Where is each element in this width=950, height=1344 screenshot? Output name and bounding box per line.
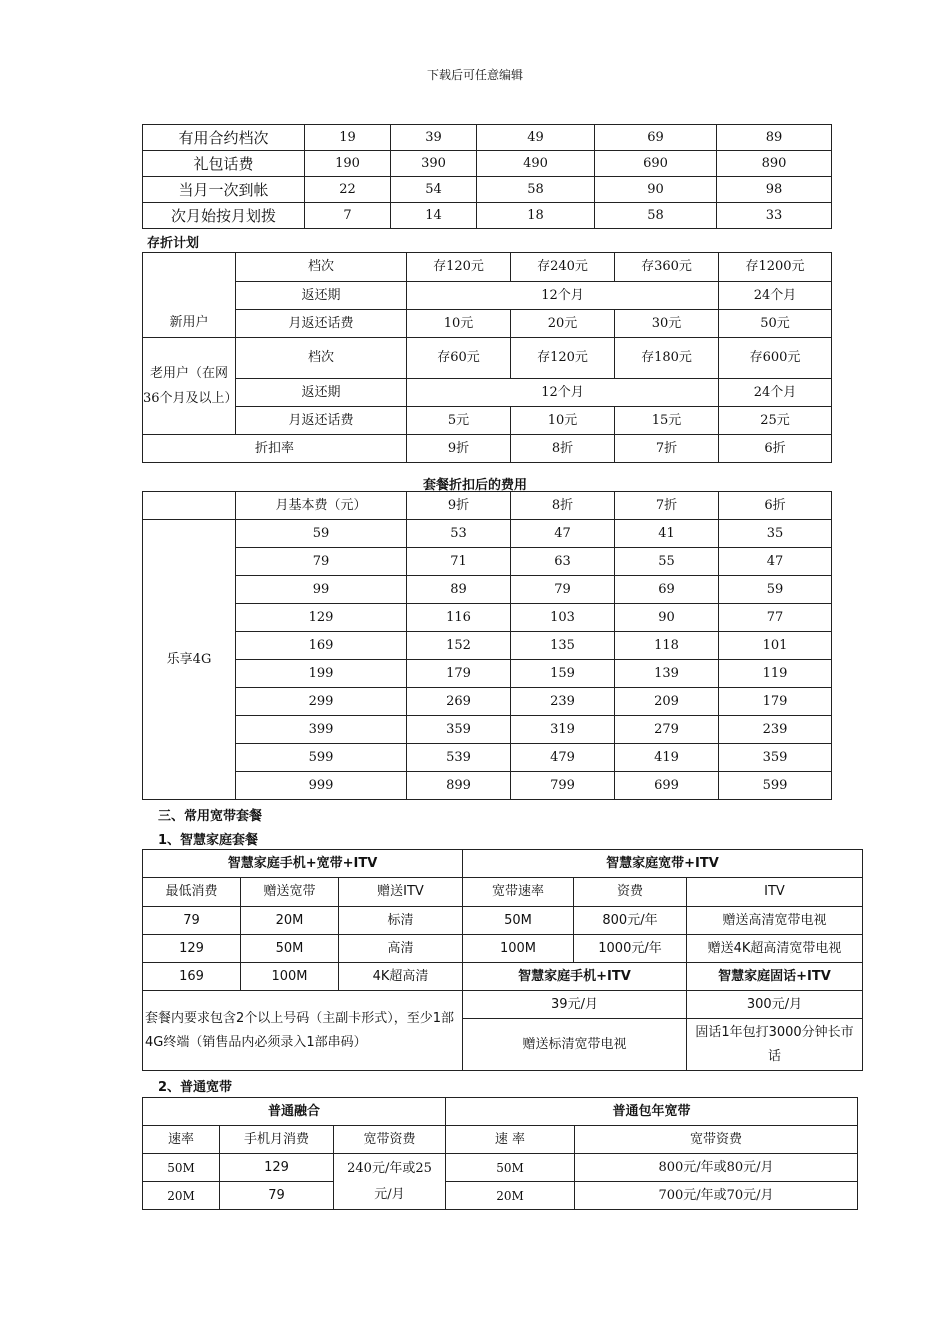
tier-label: 档次 [236,338,407,379]
smart-home-left-title: 智慧家庭手机+宽带+ITV [143,850,463,878]
fee-row [143,576,832,604]
new-monthly-2: 20元 [511,310,615,338]
fee-cell: 169 [236,632,407,660]
fee-row [143,548,832,576]
row-value: 49 [477,125,595,151]
fee-cell: 71 [407,548,511,576]
section-3-2-title: 2、普通宽带 [158,1080,233,1095]
fee-cell: 152 [407,632,511,660]
regular-broadband-table: 普通融合 普通包年宽带 速率 手机月消费 宽带资费 速 率 宽带资费 50M 129 240元/年或25元/月 50M 800元/年或80元/月 20M 79 20M 700元/年或70元/月 [142,1097,858,1210]
new-tier-3: 存360元 [615,253,719,282]
discount-2: 8折 [511,435,615,463]
fee-cell: 79 [236,548,407,576]
fee-cell: 199 [236,660,407,688]
row-value: 39 [391,125,477,151]
fee-cell: 47 [719,548,832,576]
new-tier-4: 存1200元 [719,253,832,282]
sub-a-price: 39元/月 [463,991,687,1019]
head-min-spend: 最低消费 [143,878,241,907]
fee-cell: 239 [719,716,832,744]
old-tier-4: 存600元 [719,338,832,379]
fee-row [143,716,832,744]
new-user-cell [143,253,236,282]
fee-cell: 599 [719,772,832,800]
row-value: 490 [477,151,595,177]
fee-row [143,744,832,772]
regular-right-title: 普通包年宽带 [446,1098,858,1126]
fee-cell: 103 [511,604,615,632]
old-tier-3: 存180元 [615,338,719,379]
fee-cell: 279 [615,716,719,744]
discount-3: 7折 [615,435,719,463]
fee-cell: 135 [511,632,615,660]
sub-b-price: 300元/月 [687,991,863,1019]
fee-cell: 359 [407,716,511,744]
row-label: 礼包话费 [143,151,305,177]
fee-cell: 799 [511,772,615,800]
row-value: 690 [595,151,717,177]
row-value: 14 [391,203,477,229]
row-value: 390 [391,151,477,177]
old-monthly-2: 10元 [511,407,615,435]
fee-cell: 119 [719,660,832,688]
discounted-fee-table [142,491,832,800]
old-monthly-1: 5元 [407,407,511,435]
fee-cell: 179 [407,660,511,688]
fee-cell: 269 [407,688,511,716]
new-tier-1: 存120元 [407,253,511,282]
fee-cell: 359 [719,744,832,772]
sub-a-title: 智慧家庭手机+ITV [463,963,687,991]
fee-row [143,604,832,632]
fee-cell: 59 [236,520,407,548]
new-period-a: 12个月 [407,282,719,310]
fee-row [143,660,832,688]
discount-label: 折扣率 [143,435,407,463]
discounted-fee-title: 套餐折扣后的费用 [422,478,527,493]
head-speed: 宽带速率 [463,878,574,907]
fee-cell: 63 [511,548,615,576]
fee-cell: 479 [511,744,615,772]
contract-row [143,203,832,229]
discount-4: 6折 [719,435,832,463]
old-period-a: 12个月 [407,379,719,407]
row-value: 58 [477,177,595,203]
row-value: 90 [595,177,717,203]
fee-cell: 159 [511,660,615,688]
row-label: 当月一次到帐 [143,177,305,203]
head-gift-itv: 赠送ITV [339,878,463,907]
head-fee: 资费 [574,878,687,907]
fee-cell: 79 [511,576,615,604]
fee-cell: 319 [511,716,615,744]
fee-cell: 899 [407,772,511,800]
fee-cell: 59 [719,576,832,604]
fee-cell: 239 [511,688,615,716]
fee-cell: 999 [236,772,407,800]
new-user-label: 新用户 [143,310,236,338]
row-value: 69 [595,125,717,151]
section-3-title: 三、常用宽带套餐 [158,809,263,824]
group-label: 乐享4G [143,520,236,800]
fee-cell: 77 [719,604,832,632]
fee-cell: 129 [236,604,407,632]
row-value: 890 [717,151,832,177]
fee-cell: 101 [719,632,832,660]
row-value: 22 [305,177,391,203]
row-value: 54 [391,177,477,203]
old-monthly-3: 15元 [615,407,719,435]
fee-row [143,632,832,660]
head-gift-bb: 赠送宽带 [241,878,339,907]
row-value: 58 [595,203,717,229]
head-base-fee: 月基本费（元） [236,492,407,520]
fee-cell: 699 [615,772,719,800]
row-label: 有用合约档次 [143,125,305,151]
old-user-label: 老用户（在网36个月及以上） [143,338,236,435]
shared-fee: 240元/年或25元/月 [334,1154,446,1210]
row-value: 190 [305,151,391,177]
fee-cell: 53 [407,520,511,548]
old-tier-2: 存120元 [511,338,615,379]
fee-cell: 55 [615,548,719,576]
row-value: 7 [305,203,391,229]
package-note: 套餐内要求包含2个以上号码（主副卡形式），至少1部4G终端（销售品内必须录入1部串码） [143,991,463,1071]
discount-1: 9折 [407,435,511,463]
row-label: 次月始按月划拨 [143,203,305,229]
contract-row [143,151,832,177]
fee-cell: 69 [615,576,719,604]
contract-row [143,125,832,151]
period-label: 返还期 [236,379,407,407]
fee-cell: 35 [719,520,832,548]
new-monthly-4: 50元 [719,310,832,338]
fee-cell: 599 [236,744,407,772]
fee-cell: 41 [615,520,719,548]
sub-a-note: 赠送标清宽带电视 [463,1019,687,1071]
old-monthly-4: 25元 [719,407,832,435]
new-period-b: 24个月 [719,282,832,310]
sub-b-note: 固话1年包打3000分钟长市话 [687,1019,863,1071]
fee-cell: 419 [615,744,719,772]
new-monthly-3: 30元 [615,310,719,338]
fee-cell: 179 [719,688,832,716]
old-period-b: 24个月 [719,379,832,407]
fee-cell: 47 [511,520,615,548]
page-header: 下载后可任意编辑 [426,68,523,82]
row-value: 18 [477,203,595,229]
head-7: 7折 [615,492,719,520]
head-itv: ITV [687,878,863,907]
sub-b-title: 智慧家庭固话+ITV [687,963,863,991]
contract-row [143,177,832,203]
head-9: 9折 [407,492,511,520]
fee-row [143,520,832,548]
fee-cell: 139 [615,660,719,688]
fee-cell: 116 [407,604,511,632]
fee-cell: 539 [407,744,511,772]
regular-left-title: 普通融合 [143,1098,446,1126]
fee-cell: 209 [615,688,719,716]
tier-label: 档次 [236,253,407,282]
fee-cell: 118 [615,632,719,660]
old-tier-1: 存60元 [407,338,511,379]
fee-cell: 89 [407,576,511,604]
smart-home-right-title: 智慧家庭宽带+ITV [463,850,863,878]
monthly-label: 月返还话费 [236,407,407,435]
fee-row [143,772,832,800]
deposit-plan-table [142,252,832,463]
head-8: 8折 [511,492,615,520]
fee-row [143,688,832,716]
new-tier-2: 存240元 [511,253,615,282]
new-monthly-1: 10元 [407,310,511,338]
fee-cell: 90 [615,604,719,632]
fee-cell: 299 [236,688,407,716]
row-value: 98 [717,177,832,203]
smart-home-table: 智慧家庭手机+宽带+ITV 智慧家庭宽带+ITV 最低消费 赠送宽带 赠送ITV 宽带速率 资费 ITV 79 20M 标清 50M 800元/年 赠送高清宽带电视 129 50M 高清 100M 1000元/年 赠送4K超高清宽带电视 169 100M 4K超高清 智慧家庭手机+ITV 智慧家庭固话+ITV 套餐内要求包含2个以上号码（主副卡形式），至少1部4G终端（销售品内必须录入1部串码） 39元/月 300元/月 赠送标清宽带电视 固话1年包打3000分钟长市话 [142,849,863,1071]
monthly-label: 月返还话费 [236,310,407,338]
fee-cell: 399 [236,716,407,744]
head-6: 6折 [719,492,832,520]
row-value: 33 [717,203,832,229]
row-value: 19 [305,125,391,151]
deposit-plan-title: 存折计划 [147,236,200,251]
contract-table [142,124,832,229]
period-label: 返还期 [236,282,407,310]
fee-cell: 99 [236,576,407,604]
section-3-1-title: 1、智慧家庭套餐 [158,833,259,848]
row-value: 89 [717,125,832,151]
